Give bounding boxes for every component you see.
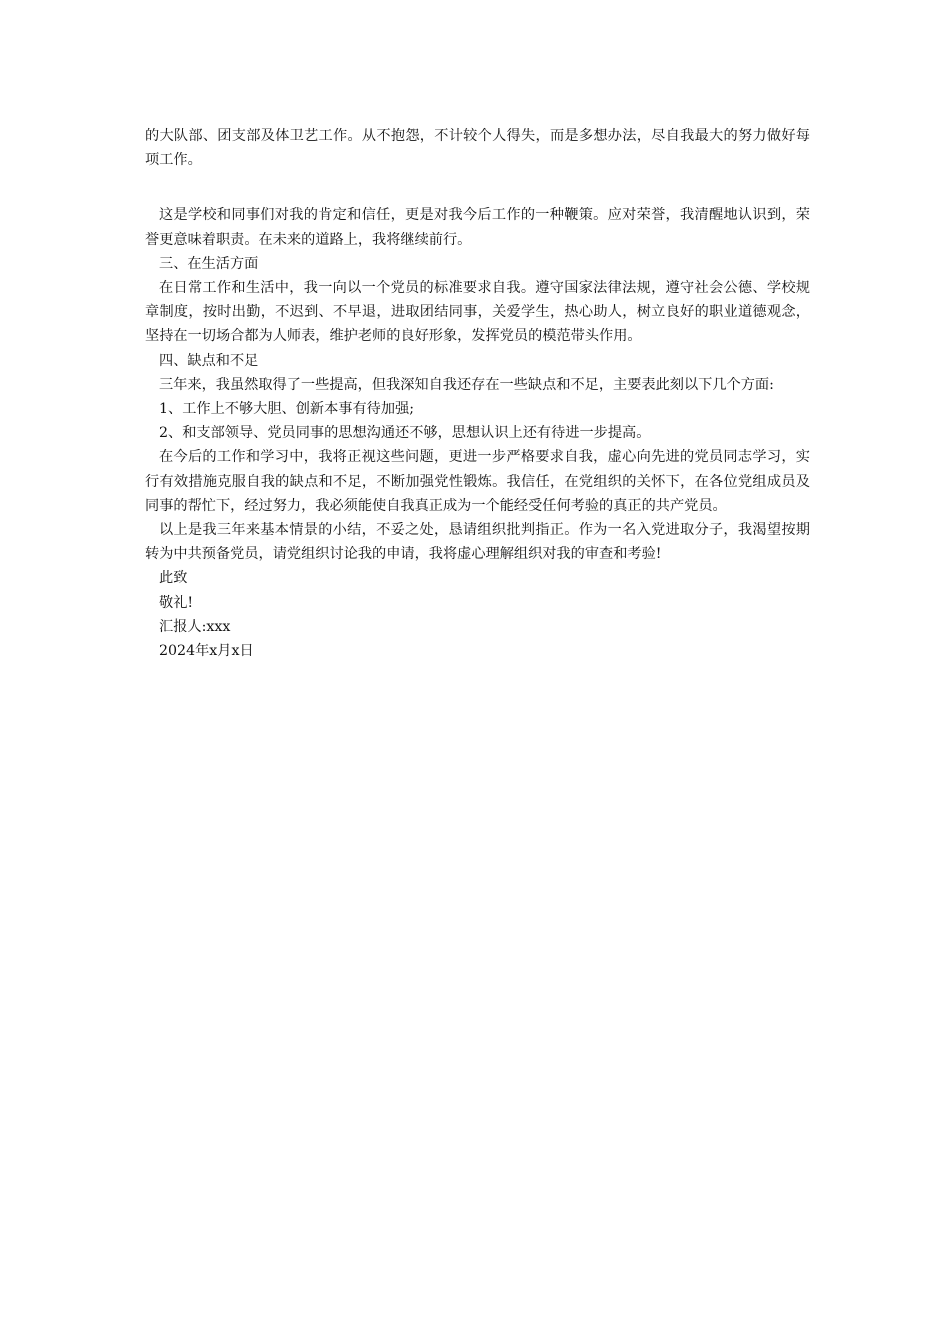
paragraph-gap [145,172,810,203]
document-body [145,124,810,663]
paragraph-shortcomings-intro: 三年来，我虽然取得了一些提高，但我深知自我还存在一些缺点和不足，主要表此刻以下几个方面: [159,376,774,393]
paragraph-summary: 以上是我三年来基本情景的小结，不妥之处，恳请组织批判指正。作为一名入党进取分子，我渴望按期转为中共预备党员，请党组织讨论我的申请，我将虚心理解组织对我的审查和考验! [145,522,810,563]
paragraph-future-plan: 在今后的工作和学习中，我将正视这些问题，更进一步严格要求自我，虚心向先进的党员同志学习，实行有效措施克服自我的缺点和不足，不断加强党性锻炼。我信任，在党组织的关怀下，在各位党组成员及同事的帮忙下，经过努力，我必须能使自我真正成为一个能经受任何考验的真正的共产党员。 [145,449,810,514]
list-item-shortcoming-2: 2、和支部领导、党员同事的思想沟通还不够，思想认识上还有待进一步提高。 [159,425,651,442]
paragraph-work-continued: 的大队部、团支部及体卫艺工作。从不抱怨，不计较个人得失，而是多想办法，尽自我最大的努力做好每项工作。 [145,128,810,169]
reporter-signature: 汇报人:xxx [159,618,231,635]
closing-salutation: 此致 [159,570,188,587]
section-heading-shortcomings: 四、缺点和不足 [159,352,259,369]
paragraph-honor: 这是学校和同事们对我的肯定和信任，更是对我今后工作的一种鞭策。应对荣誉，我清醒地认识到，荣誉更意味着职责。在未来的道路上，我将继续前行。 [145,207,810,248]
closing-regards: 敬礼! [159,594,194,611]
section-heading-life: 三、在生活方面 [159,255,259,272]
report-date: 2024年x月x日 [159,643,254,660]
list-item-shortcoming-1: 1、工作上不够大胆、创新本事有待加强; [159,401,414,418]
paragraph-life: 在日常工作和生活中，我一向以一个党员的标准要求自我。遵守国家法律法规，遵守社会公德、学校规章制度，按时出勤，不迟到、不早退，进取团结同事，关爱学生，热心助人，树立良好的职业道德观念，坚持在一切场合都为人师表，维护老师的良好形象，发挥党员的模范带头作用。 [145,280,810,345]
